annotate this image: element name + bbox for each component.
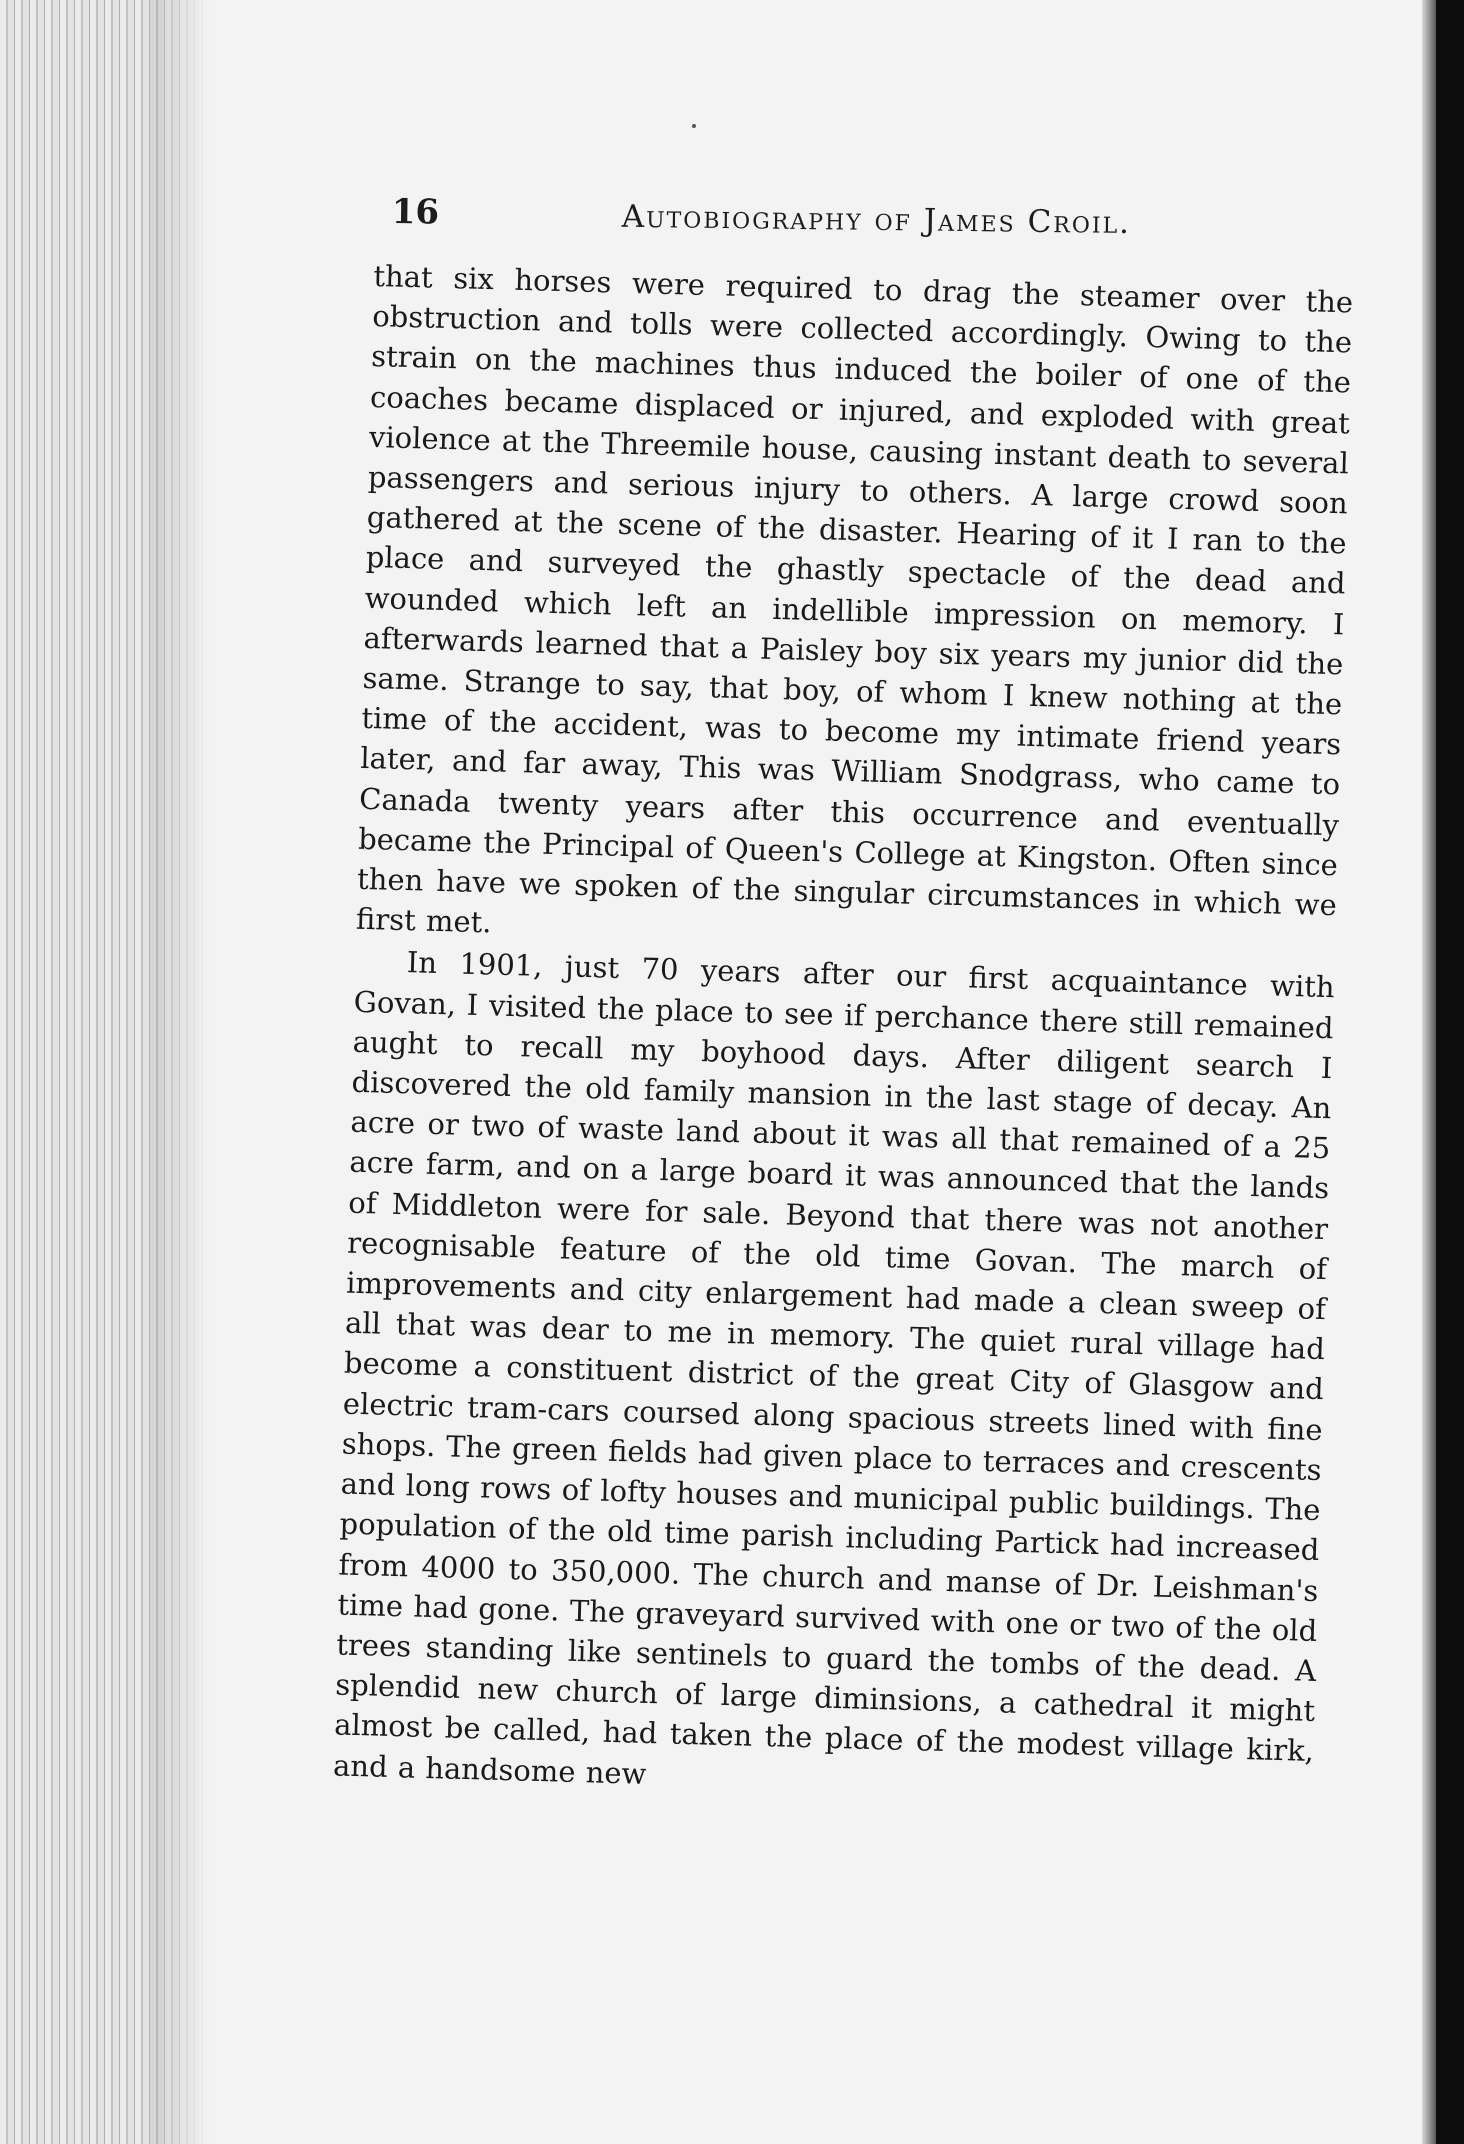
scan-speck — [692, 124, 696, 128]
page-number: 16 — [391, 191, 440, 233]
gutter-shadow — [150, 0, 210, 2144]
scanner-edge — [1436, 0, 1464, 2144]
paragraph: that six horses were required to drag the steamer over the obstruction and tolls were collected accordingly. Owing to the strain on the machines thus induced the boiler of one of the coaches became displaced or injured, and exploded with great violence at the Threemile house, causing instant death to several passengers and serious injury to others. A large crowd soon gathered at the scene of the disaster. Hearing of it I ran to the place and surveyed the ghastly spectacle of the dead and wounded which left an indellible impression on memory. I afterwards learned that a Paisley boy six years my junior did the same. Strange to say, that boy, of whom I knew nothing at the time of the accident, was to become my intimate friend years later, and far away, This was William Snodgrass, who came to Canada twenty years after this occurrence and eventually became the Principal of Queen's College at Kingston. Often since then have we spoken of the singular circumstances in which we first met. — [355, 258, 1354, 940]
running-title: Autobiography of James Croil. — [621, 198, 1132, 242]
body-text — [333, 256, 1354, 1812]
paragraph: In 1901, just 70 years after our first acquaintance with Govan, I visited the place to see if perchance there still remained aught to recall my boyhood days. After diligent search I discovered the old family mansion in the last stage of decay. An acre or two of waste land about it was all that remained of a 25 acre farm, and on a large board it was announced that the lands of Middleton were for sale. Beyond that there was not another recognisable feature of the old time Govan. The march of improvements and city enlargement had made a clean sweep of all that was dear to me in memory. The quiet rural village had become a constituent district of the great City of Glasgow and electric tram-cars coursed along spacious streets lined with fine shops. The green fields had given place to terraces and crescents and long rows of lofty houses and municipal public buildings. The population of the old time parish including Partick had increased from 4000 to 350,000. The church and manse of Dr. Leishman's time had gone. The graveyard survived with one or two of the old trees standing like sentinels to guard the tombs of the dead. A splendid new church of large diminsions, a cathedral it might almost be called, had taken the place of the modest village kirk, and a handsome new — [332, 945, 1336, 1791]
page-header — [391, 190, 1152, 259]
page-edge-shadow — [1422, 0, 1436, 2144]
